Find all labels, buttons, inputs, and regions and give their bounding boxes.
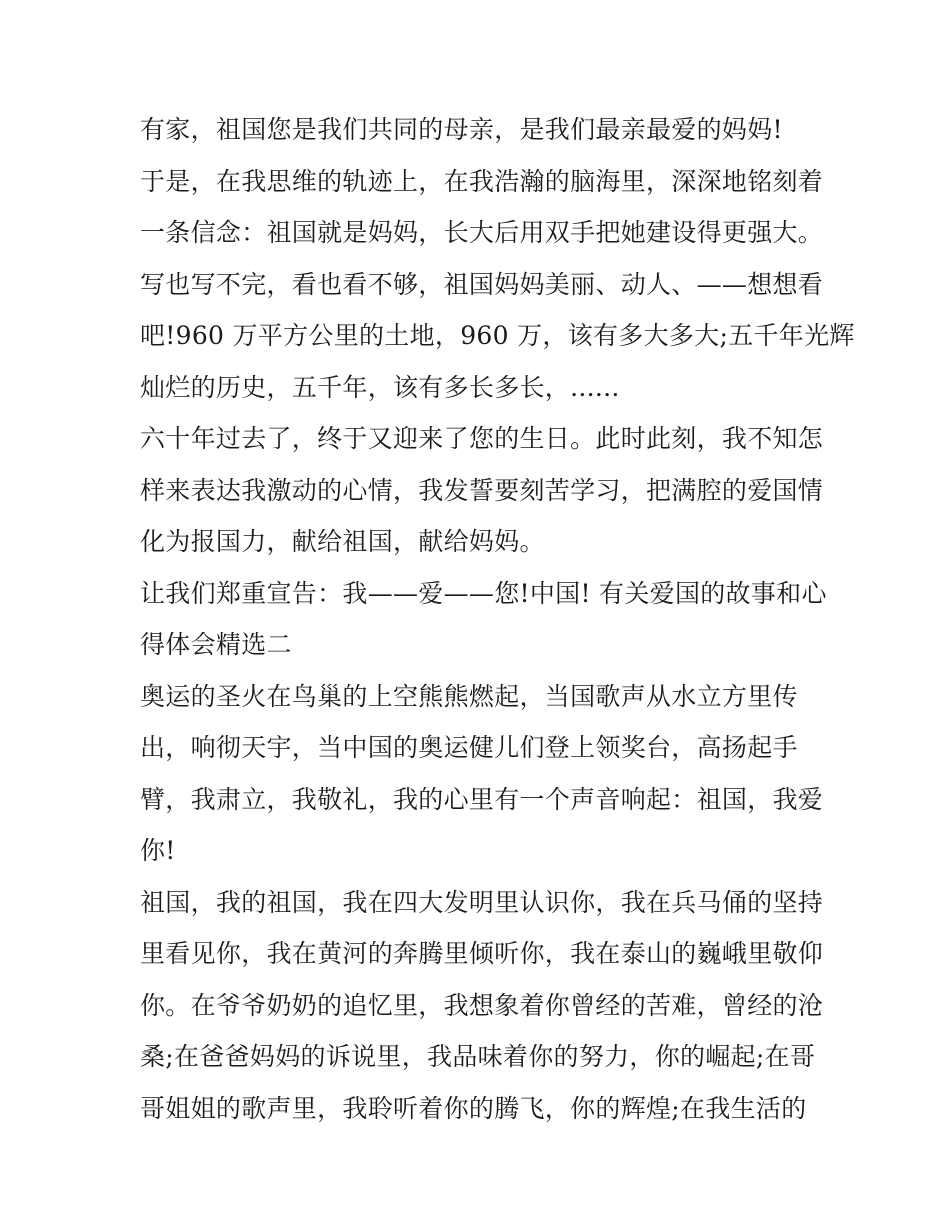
text-line: 你! — [140, 836, 176, 865]
text-line: 你。在爷爷奶奶的追忆里，我想象着你曾经的苦难，曾经的沧 — [140, 990, 824, 1020]
text-line: 样来表达我激动的心情，我发誓要刻苦学习，把满腔的爱国情 — [140, 475, 824, 505]
text-line: 让我们郑重宣告：我——爱——您!中国! 有关爱国的故事和心 — [140, 578, 827, 608]
text-line: 出，响彻天宇，当中国的奥运健儿们登上领奖台，高扬起手 — [140, 733, 798, 762]
text-line: 于是，在我思维的轨迹上，在我浩瀚的脑海里，深深地铭刻着 — [140, 166, 824, 196]
text-line: 写也写不完，看也看不够，祖国妈妈美丽、动人、——想想看 — [140, 269, 824, 299]
text-line: 臂，我肃立，我敬礼，我的心里有一个声音响起：祖国，我爱 — [140, 784, 824, 814]
text-line: 吧!960 万平方公里的土地，960 万，该有多大多大;五千年光辉 — [140, 321, 855, 350]
text-line: 哥姐姐的歌声里，我聆听着你的腾飞，你的辉煌;在我生活的 — [140, 1093, 807, 1123]
body-text — [140, 104, 855, 1134]
text-line: 里看见你，我在黄河的奔腾里倾听你，我在泰山的巍峨里敬仰 — [140, 939, 824, 968]
text-line: 桑;在爸爸妈妈的诉说里，我品味着你的努力，你的崛起;在哥 — [140, 1042, 816, 1071]
text-line: 奥运的圣火在鸟巢的上空熊熊燃起，当国歌声从水立方里传 — [140, 681, 798, 711]
text-line: 有家，祖国您是我们共同的母亲，是我们最亲最爱的妈妈! — [140, 115, 783, 144]
text-line: 灿烂的历史，五千年，该有多长多长，...... — [140, 372, 620, 402]
text-line: 祖国，我的祖国，我在四大发明里认识你，我在兵马俑的坚持 — [140, 887, 824, 917]
text-line: 一条信念：祖国就是妈妈，长大后用双手把她建设得更强大。 — [140, 218, 824, 247]
text-line: 化为报国力，献给祖国，献给妈妈。 — [140, 527, 545, 556]
text-line: 六十年过去了，终于又迎来了您的生日。此时此刻，我不知怎 — [140, 424, 824, 453]
section-title: 得体会精选二 — [140, 630, 292, 659]
